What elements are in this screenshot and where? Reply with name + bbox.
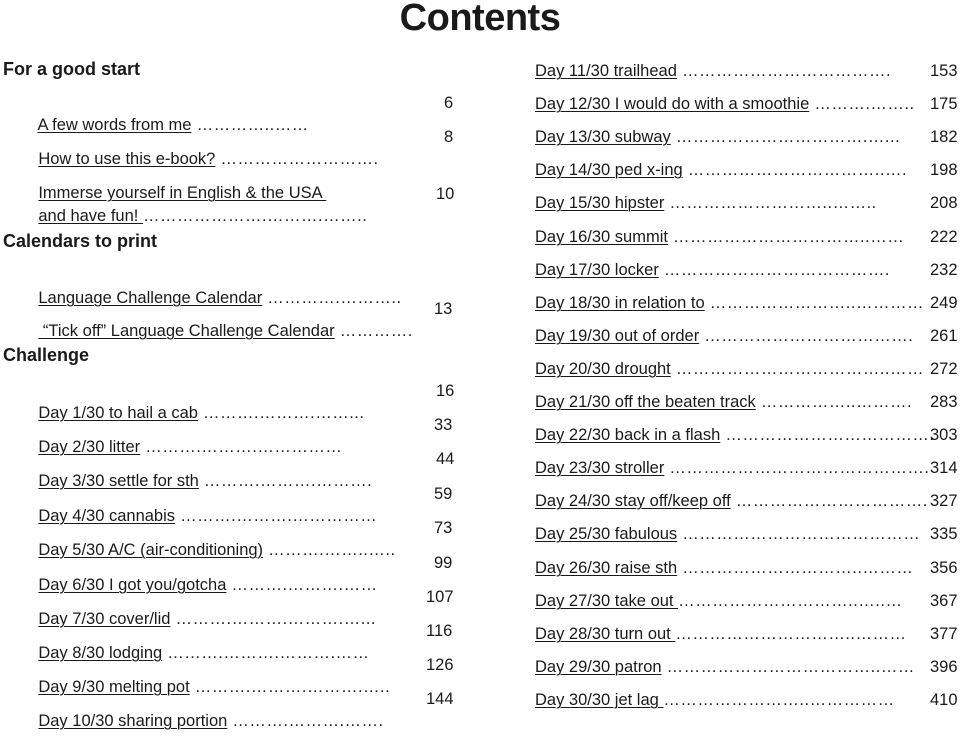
toc-entry-label[interactable]: Day 27/30 take out: [535, 592, 679, 610]
toc-page-number: 107: [426, 588, 454, 606]
toc-entry[interactable]: [20, 380, 460, 422]
toc-leader-dots: ……………………………………….: [664, 459, 930, 477]
toc-entry[interactable]: [20, 298, 460, 340]
toc-leader-dots: ……………………….: [215, 150, 379, 168]
toc-leader-dots: ……………………………….: [676, 62, 892, 80]
toc-entry[interactable]: [535, 689, 960, 711]
section-heading-calendars: Calendars to print: [3, 231, 158, 251]
toc-entry[interactable]: [20, 552, 460, 594]
toc-leader-dots: …………………………..…..…: [678, 592, 903, 610]
toc-leader-dots: ………………….……….……..: [142, 207, 368, 225]
toc-entry[interactable]: [20, 183, 460, 225]
toc-entry[interactable]: [535, 424, 960, 446]
toc-page-number: 8: [444, 128, 454, 146]
toc-entry[interactable]: [20, 654, 460, 696]
toc-page-number: 13: [434, 300, 453, 318]
toc-entry[interactable]: [535, 159, 960, 181]
toc-entry[interactable]: [535, 590, 960, 612]
toc-entry-label[interactable]: Day 8/30 lodging: [38, 644, 163, 662]
toc-page-number: 232: [930, 261, 958, 279]
toc-leader-dots: ……….……….……….…...: [170, 610, 377, 628]
toc-entry-label[interactable]: Day 26/30 raise sth: [535, 559, 678, 577]
toc-entry[interactable]: [20, 620, 460, 662]
toc-leader-dots: …………..……: [191, 116, 309, 134]
toc-entry-label[interactable]: Day 18/30 in relation to: [535, 294, 705, 312]
toc-leader-dots: ………………………………..……: [670, 360, 925, 378]
toc-entry[interactable]: [535, 192, 960, 214]
toc-entry-label[interactable]: Day 7/30 cover/lid: [38, 610, 171, 628]
toc-page-number: 314: [930, 459, 958, 477]
toc-entry-label[interactable]: Day 5/30 A/C (air-conditioning): [38, 541, 264, 559]
toc-page-number: 116: [426, 622, 453, 640]
toc-entry[interactable]: [535, 557, 960, 579]
toc-entry[interactable]: [535, 226, 960, 248]
toc-entry-label[interactable]: A few words from me: [37, 116, 192, 134]
toc-page-number: 6: [444, 94, 454, 112]
toc-page-number: 16: [436, 382, 455, 400]
toc-leader-dots: ……….……….……...: [197, 404, 365, 422]
toc-entry[interactable]: [20, 586, 460, 628]
toc-entry[interactable]: [20, 483, 460, 525]
toc-entry-label[interactable]: Day 16/30 summit: [535, 228, 668, 246]
toc-entry[interactable]: [535, 623, 960, 645]
toc-page-number: 182: [930, 128, 958, 146]
toc-leader-dots: ……………………………..……: [667, 228, 905, 246]
toc-entry-label[interactable]: Day 28/30 turn out: [535, 625, 676, 643]
toc-page-number: 272: [930, 360, 958, 378]
toc-page-number: 126: [426, 656, 454, 674]
toc-entry-label[interactable]: Day 21/30 off the beaten track: [535, 393, 756, 411]
toc-leader-dots: ………….: [334, 322, 413, 340]
toc-page-number: 396: [930, 658, 958, 676]
toc-entry-label[interactable]: “Tick off” Language Challenge Calendar: [38, 322, 335, 340]
toc-page-number: 73: [434, 519, 453, 537]
toc-leader-dots: ……….……….……….……: [162, 644, 370, 662]
toc-leader-dots: ………….………..: [262, 289, 402, 307]
toc-leader-dots: ……………………………………: [677, 525, 921, 543]
toc-entry[interactable]: [535, 656, 960, 678]
toc-entry-label[interactable]: Day 10/30 sharing portion: [38, 712, 228, 730]
toc-page-number: 144: [426, 690, 454, 708]
toc-leader-dots: ……….……….……….: [198, 472, 373, 490]
toc-leader-dots: ……….……….…….: [227, 712, 384, 730]
toc-leader-dots: …………………………..………: [675, 625, 907, 643]
toc-entry-label[interactable]: How to use this e-book?: [38, 150, 216, 168]
toc-leader-dots: ……………………..……………: [663, 691, 895, 709]
toc-entry-label[interactable]: Day 1/30 to hail a cab: [38, 404, 198, 422]
toc-page-number: 222: [930, 228, 958, 246]
toc-page-number: 283: [930, 393, 958, 411]
toc-leader-dots: …………………………….: [730, 492, 928, 510]
toc-entry-label[interactable]: Day 15/30 hipster: [535, 194, 665, 212]
toc-page-number: 175: [930, 95, 958, 113]
toc-leader-dots: ……………………………..….: [682, 161, 908, 179]
toc-page-number: 335: [930, 525, 958, 543]
toc-page-number: 198: [930, 161, 958, 179]
toc-entry[interactable]: [535, 93, 960, 115]
toc-page-number: 261: [930, 327, 958, 345]
toc-entry[interactable]: [535, 292, 960, 314]
toc-leader-dots: ……….……..: [809, 95, 915, 113]
toc-entry-label[interactable]: Day 29/30 patron: [535, 658, 662, 676]
toc-entry-label[interactable]: Day 6/30 I got you/gotcha: [38, 576, 227, 594]
toc-page-number: 367: [930, 592, 958, 610]
section-heading-good-start: For a good start: [3, 59, 141, 79]
toc-entry-label[interactable]: Day 11/30 trailhead: [535, 62, 677, 80]
toc-entry-label[interactable]: Day 20/30 drought: [535, 360, 671, 378]
toc-entry-label[interactable]: Day 3/30 settle for sth: [38, 472, 199, 490]
toc-page-number: 327: [930, 492, 958, 510]
toc-page-number: 410: [930, 691, 958, 709]
toc-entry[interactable]: [535, 391, 960, 413]
toc-entry-label[interactable]: Language Challenge Calendar: [38, 289, 263, 307]
toc-entry[interactable]: [535, 358, 960, 380]
toc-entry-label[interactable]: Day 24/30 stay off/keep off: [535, 492, 731, 510]
toc-leader-dots: …………………………….…...: [670, 128, 901, 146]
toc-entry[interactable]: [535, 325, 960, 347]
toc-page-number: 44: [436, 450, 455, 468]
toc-entry[interactable]: [535, 60, 960, 82]
section-heading-challenge: Challenge: [3, 345, 90, 365]
toc-entry[interactable]: [535, 457, 960, 479]
toc-leader-dots: ……………………..…………: [704, 294, 924, 312]
page-title: Contents: [399, 0, 561, 39]
toc-leader-dots: ……….……….……………: [140, 438, 343, 456]
toc-page-number: 356: [930, 559, 958, 577]
toc-entry-label[interactable]: Day 23/30 stroller: [535, 459, 665, 477]
toc-page-number: 59: [434, 485, 453, 503]
toc-entry-label[interactable]: Day 17/30 locker: [535, 261, 659, 279]
toc-entry[interactable]: [20, 265, 460, 307]
toc-entry[interactable]: [535, 490, 960, 512]
toc-entry-label[interactable]: Day 30/30 jet lag: [535, 691, 664, 709]
toc-page-number: 33: [434, 416, 453, 434]
toc-entry[interactable]: [535, 523, 960, 545]
toc-entry-label[interactable]: Day 13/30 subway: [535, 128, 671, 146]
toc-entry[interactable]: [535, 259, 960, 281]
toc-entry-label[interactable]: Day 22/30 back in a flash: [535, 426, 721, 444]
toc-entry-label[interactable]: and have fun!: [38, 207, 143, 225]
toc-entry-label[interactable]: Day 19/30 out of order: [535, 327, 700, 345]
toc-entry[interactable]: [20, 92, 460, 134]
toc-entry-label[interactable]: Day 9/30 melting pot: [38, 678, 190, 696]
toc-page-number: 208: [930, 194, 958, 212]
toc-page-number: 303: [930, 426, 958, 444]
toc-entry[interactable]: [20, 414, 460, 456]
toc-leader-dots: ……….……….……….…..: [189, 678, 391, 696]
toc-page-number: 249: [930, 294, 958, 312]
toc-leader-dots: ………………………..……..: [664, 194, 877, 212]
toc-leader-dots: ………………………………….: [658, 261, 890, 279]
toc-leader-dots: ……….……….……………: [175, 507, 378, 525]
toc-page-number: 153: [930, 62, 958, 80]
toc-leader-dots: …………………………..………: [677, 559, 914, 577]
toc-leader-dots: ……….……..…..: [263, 541, 396, 559]
toc-entry[interactable]: [20, 688, 460, 730]
toc-page-number: 99: [434, 554, 453, 572]
toc-entry[interactable]: [535, 126, 960, 148]
toc-entry-label[interactable]: Day 25/30 fabulous: [535, 525, 678, 543]
toc-page-number: 377: [930, 625, 958, 643]
toc-leader-dots: ……….……….……: [226, 576, 378, 594]
toc-entry[interactable]: [20, 448, 460, 490]
toc-entry[interactable]: [20, 517, 460, 559]
toc-leader-dots: ………………………………..……: [661, 658, 915, 676]
toc-entry[interactable]: [20, 126, 460, 168]
toc-entry-label[interactable]: Immerse yourself in English & the USA: [38, 184, 327, 202]
toc-entry-label[interactable]: Day 4/30 cannabis: [38, 507, 176, 525]
toc-entry-label[interactable]: Day 12/30 I would do with a smoothie: [535, 95, 810, 113]
toc-page-number: 10: [436, 185, 455, 203]
toc-leader-dots: ……………………………….: [720, 426, 935, 444]
toc-leader-dots: ……………..……….: [755, 393, 913, 411]
toc-leader-dots: ……………………………….: [699, 327, 914, 345]
toc-entry-label[interactable]: Day 2/30 litter: [38, 438, 141, 456]
toc-entry-label[interactable]: Day 14/30 ped x-ing: [535, 161, 683, 179]
